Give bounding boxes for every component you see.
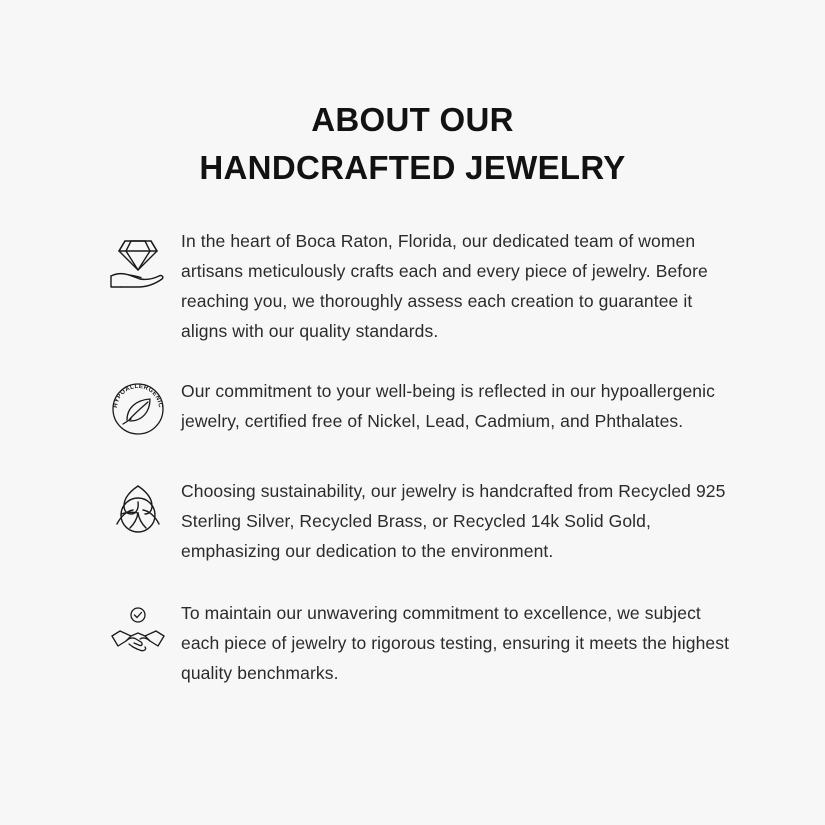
list-item (95, 598, 740, 688)
page-title-line-2: HANDCRAFTED JEWELRY (199, 149, 626, 186)
recycled-leaves-icon (95, 476, 181, 540)
list-item-text: To maintain our unwavering commitment to excellence, we subject each piece of jewelry to rigorous testing, ensuring it meets the highest quality benchmarks. (181, 603, 730, 683)
list-item (95, 226, 740, 346)
list-item-text: In the heart of Boca Raton, Florida, our dedicated team of women artisans meticulously crafts each and every piece of jewelry. Before reaching you, we thoroughly assess each creation to guarantee it aligns with our quality standards. (181, 231, 708, 341)
list-item-text: Choosing sustainability, our jewelry is handcrafted from Recycled 925 Sterling Silver, Recycled Brass, or Recycled 14k Solid Gold, emphasizing our dedication to the environment. (181, 481, 726, 561)
hypoallergenic-leaf-icon (95, 376, 181, 440)
list-item-text: Our commitment to your well-being is reflected in our hypoallergenic jewelry, certified free of Nickel, Lead, Cadmium, and Phthalates. (181, 381, 715, 431)
page-title-line-1: ABOUT OUR (311, 101, 514, 138)
list-item (95, 476, 740, 566)
diamond-in-hand-icon (95, 226, 181, 294)
handshake-check-icon (95, 598, 181, 666)
page-title (199, 96, 625, 192)
feature-list (95, 226, 740, 688)
svg-text:HYPOALLERGENIC: HYPOALLERGENIC (111, 382, 165, 409)
list-item (95, 376, 740, 440)
